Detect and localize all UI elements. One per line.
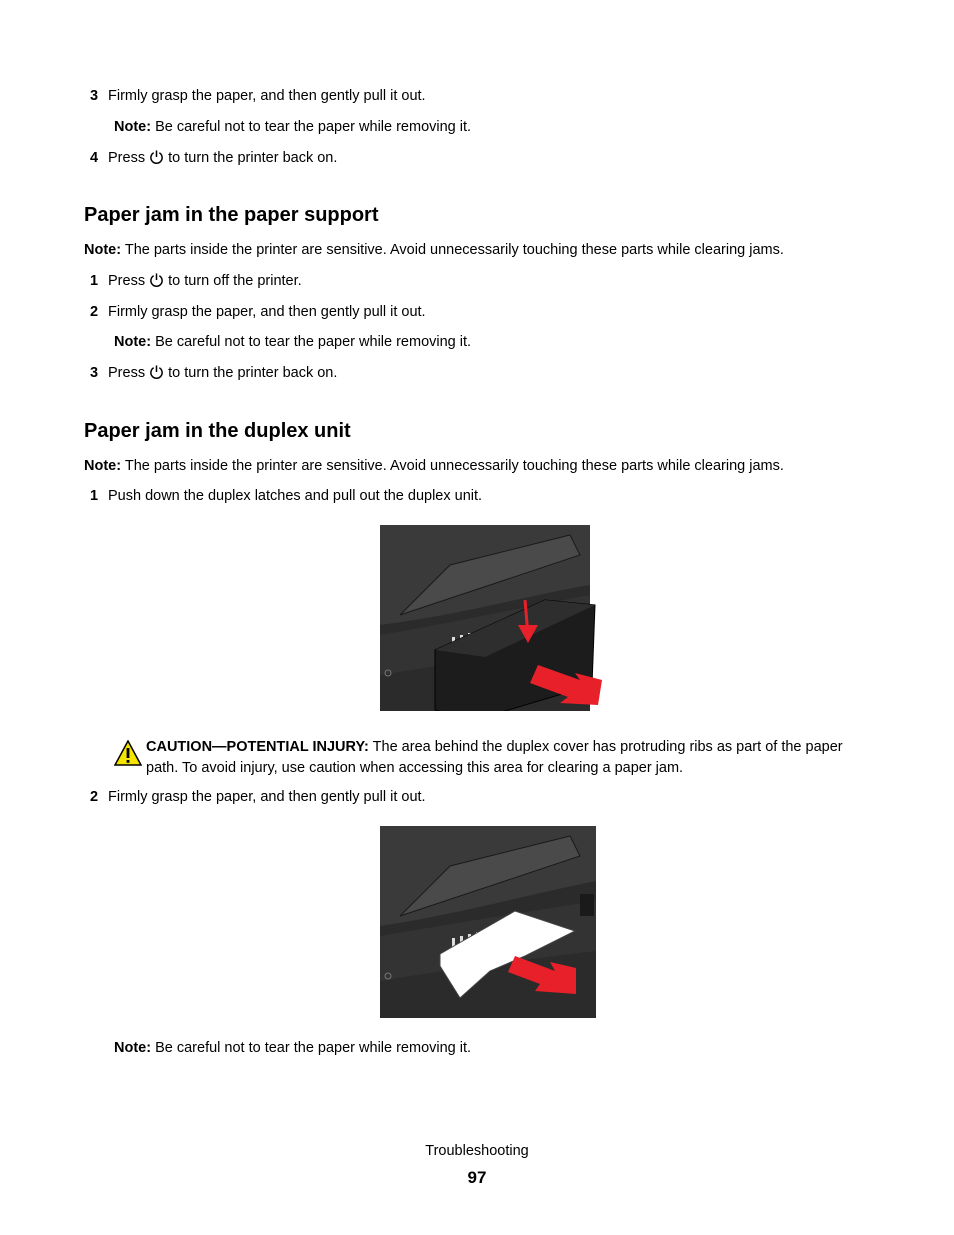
step-text-after: to turn the printer back on. (168, 150, 338, 166)
section-title-duplex-unit: Paper jam in the duplex unit (84, 420, 351, 442)
step-number: 1 (90, 273, 99, 289)
power-icon (149, 149, 164, 165)
step-text (108, 149, 337, 167)
step-number: 3 (90, 88, 99, 104)
note-careful-tear (114, 118, 471, 136)
caution-body: The area behind the duplex cover has protruding ribs as part of the paper path. To avoid injury, use caution when accessing this area for clearing a paper jam. (146, 739, 843, 776)
power-icon (149, 272, 164, 288)
note-label: Note: (84, 242, 122, 258)
step-number: 1 (90, 488, 99, 504)
note-text: The parts inside the printer are sensitive. Avoid unnecessarily touching these parts while clearing jams. (124, 458, 784, 474)
note-text: Be careful not to tear the paper while removing it. (155, 334, 472, 350)
footer-section-name: Troubleshooting (425, 1143, 529, 1159)
note-sensitive-parts (84, 241, 784, 259)
step-text: Firmly grasp the paper, and then gently pull it out. (108, 88, 426, 104)
step-text-after: to turn off the printer. (168, 273, 302, 289)
caution-text (146, 737, 876, 779)
step-text: Push down the duplex latches and pull out the duplex unit. (108, 488, 483, 504)
step-text (108, 364, 337, 382)
step-number: 2 (90, 304, 99, 320)
step-number: 4 (90, 150, 99, 166)
note-careful-tear-final (114, 1039, 471, 1057)
step-text-after: to turn the printer back on. (168, 365, 338, 381)
step-text-before: Press (108, 150, 146, 166)
warning-triangle-icon (114, 740, 142, 766)
note-sensitive-parts (84, 457, 784, 475)
note-label: Note: (114, 1040, 152, 1056)
caution-label: CAUTION—POTENTIAL INJURY: (146, 739, 369, 755)
power-icon (149, 364, 164, 380)
note-text: Be careful not to tear the paper while removing it. (155, 119, 472, 135)
step-text (108, 272, 302, 290)
note-text: Be careful not to tear the paper while removing it. (155, 1040, 472, 1056)
section-title-paper-support: Paper jam in the paper support (84, 204, 379, 226)
note-label: Note: (114, 334, 152, 350)
step-number: 2 (90, 789, 99, 805)
page-number: 97 (467, 1168, 487, 1187)
step-text-before: Press (108, 273, 146, 289)
pull-jammed-paper-illustration (380, 826, 596, 1018)
note-careful-tear (114, 333, 471, 351)
note-label: Note: (114, 119, 152, 135)
note-label: Note: (84, 458, 122, 474)
step-number: 3 (90, 365, 99, 381)
step-text-before: Press (108, 365, 146, 381)
step-text: Firmly grasp the paper, and then gently pull it out. (108, 789, 426, 805)
note-text: The parts inside the printer are sensitive. Avoid unnecessarily touching these parts while clearing jams. (124, 242, 784, 258)
step-text: Firmly grasp the paper, and then gently pull it out. (108, 304, 426, 320)
duplex-unit-removal-illustration (380, 525, 604, 711)
